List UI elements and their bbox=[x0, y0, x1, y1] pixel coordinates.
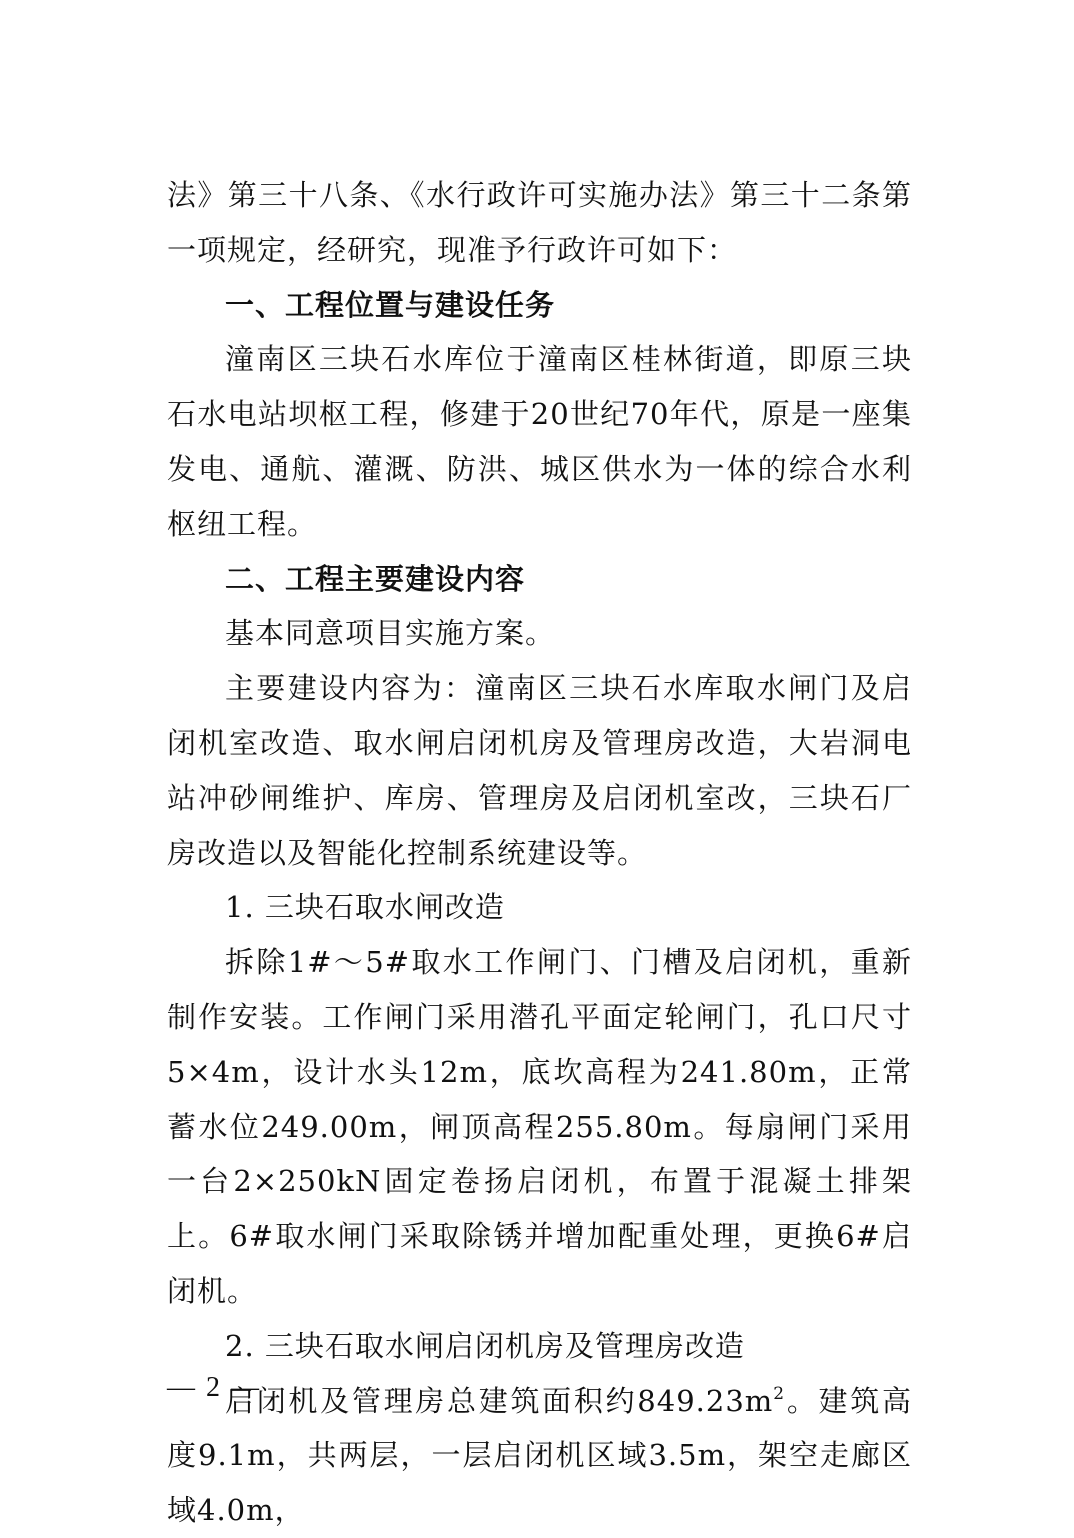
subheading-intake-gate: 1. 三块石取水闸改造 bbox=[225, 890, 505, 925]
subheading-hoist-room: 2. 三块石取水闸启闭机房及管理房改造 bbox=[225, 1328, 745, 1363]
section-heading-construction: 二、工程主要建设内容 bbox=[225, 561, 526, 596]
hoist-room-text-end: 。建筑高度9.1m，共两层，一层启闭机区域3.5m，架空走廊区域4.0m， bbox=[167, 1383, 912, 1528]
section-heading-location: 一、工程位置与建设任务 bbox=[225, 287, 556, 322]
document-body bbox=[167, 168, 912, 1538]
paragraph-intake-gate: 拆除1#～5#取水工作闸门、门槽及启闭机，重新制作安装。工作闸门采用潜孔平面定轮闸门，孔口尺寸5×4m，设计水头12m，底坎高程为241.80m，正常蓄水位249.00m，闸顶高程255.80m。每扇闸门采用一台2×250kN固定卷扬启闭机，布置于混凝土排架上。6#取水闸门采取除锈并增加配重处理，更换6#启闭机。 bbox=[167, 945, 912, 1308]
paragraph-legal-basis: 法》第三十八条、《水行政许可实施办法》第三十二条第一项规定，经研究，现准予行政许可如下： bbox=[167, 178, 912, 267]
paragraph-location: 潼南区三块石水库位于潼南区桂林街道，即原三块石水电站坝枢工程，修建于20世纪70年代，原是一座集发电、通航、灌溉、防洪、城区供水为一体的综合水利枢纽工程。 bbox=[167, 342, 912, 541]
paragraph-hoist-room bbox=[167, 1374, 912, 1538]
paragraph-main-content: 主要建设内容为：潼南区三块石水库取水闸门及启闭机室改造、取水闸启闭机房及管理房改造，大岩洞电站冲砂闸维护、库房、管理房及启闭机室改，三块石厂房改造以及智能化控制系统建设等。 bbox=[167, 671, 912, 870]
hoist-room-text-start: 启闭机及管理房总建筑面积约849.23m bbox=[225, 1383, 774, 1418]
paragraph-approval: 基本同意项目实施方案。 bbox=[225, 616, 556, 651]
area-unit-superscript: 2 bbox=[773, 1383, 786, 1404]
page-number: — 2 — bbox=[167, 1372, 261, 1403]
